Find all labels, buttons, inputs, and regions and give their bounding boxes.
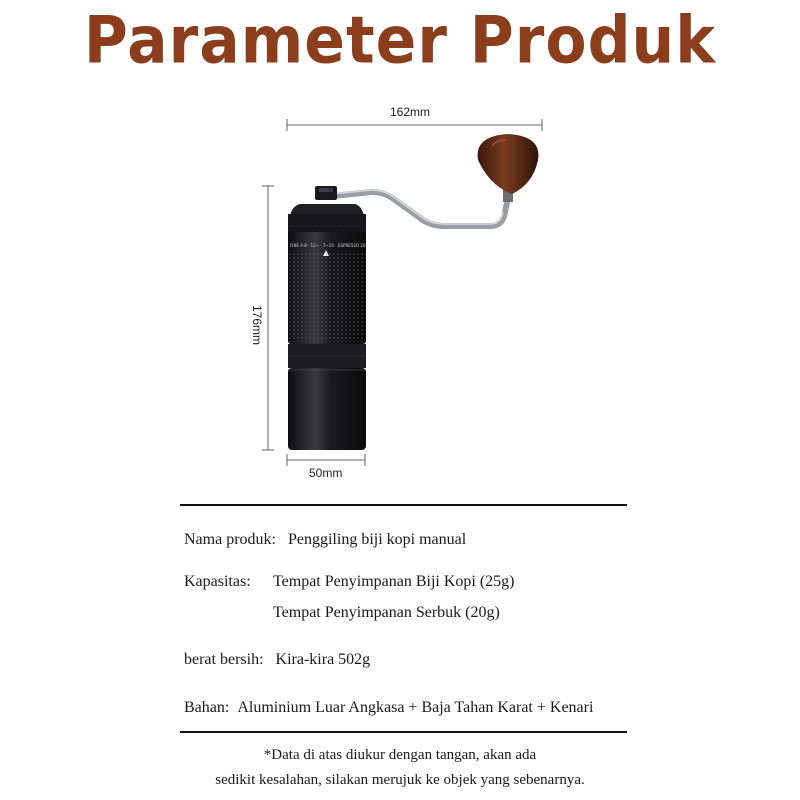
base-dimension-label: 50mm xyxy=(309,466,343,480)
spec-capacity-label: Kapasitas: xyxy=(184,573,251,590)
width-dimension-line xyxy=(287,119,542,131)
grinder-lower-canister xyxy=(288,344,366,450)
spec-name-label: Nama produk: xyxy=(184,531,276,548)
grinder-top xyxy=(290,186,364,216)
base-dimension-line xyxy=(287,454,365,466)
grinder-upper-body xyxy=(288,214,366,344)
height-dimension-label: 176mm xyxy=(250,304,265,346)
spec-material-value: Aluminium Luar Angkasa + Baja Tahan Karat + Kenari xyxy=(237,699,594,716)
spec-material-row xyxy=(184,699,593,717)
spec-material-label: Bahan: xyxy=(184,699,230,716)
bottom-divider xyxy=(180,731,627,733)
note-line-1: *Data di atas diukur dengan tangan, akan ada xyxy=(263,747,537,763)
svg-text:FINE 4-8 · 12~ · 7~10: FINE 4-8 · 12~ · 7~10 xyxy=(290,243,334,248)
walnut-knob xyxy=(478,134,539,202)
spec-weight-value: Kira-kira 502g xyxy=(275,651,371,668)
spec-capacity-value-1: Tempat Penyimpanan Biji Kopi (25g) xyxy=(273,573,515,590)
note-line-2: sedikit kesalahan, silakan merujuk ke objek yang sebenarnya. xyxy=(215,772,585,788)
page-title: Parameter Produk xyxy=(83,3,717,79)
spec-capacity-value-2: Tempat Penyimpanan Serbuk (20g) xyxy=(273,604,500,621)
svg-text:ESPRESSO 20: ESPRESSO 20 xyxy=(338,243,366,248)
spec-name-row xyxy=(184,531,466,549)
spec-name-value: Penggiling biji kopi manual xyxy=(287,531,467,548)
width-dimension-label: 162mm xyxy=(390,105,431,119)
spec-weight-row xyxy=(184,651,370,669)
top-divider xyxy=(180,504,627,506)
spec-weight-label: berat bersih: xyxy=(184,651,264,668)
